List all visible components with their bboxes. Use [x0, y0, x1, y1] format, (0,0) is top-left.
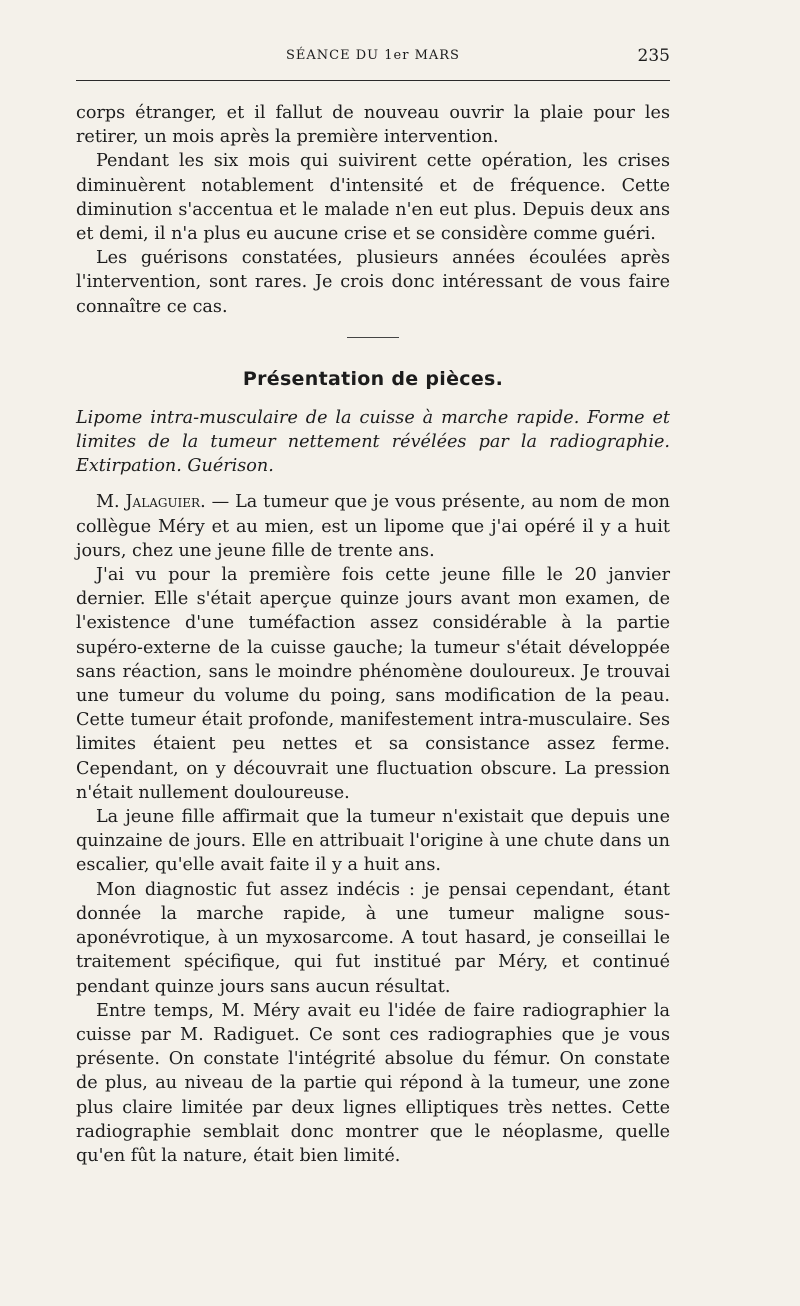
- author-paragraph-text: — La tumeur que je vous présente, au nom de mon collègue Méry et au mien, est un lipome que j'ai opéré il y a huit jours, chez une jeune fille de trente ans.: [76, 492, 670, 561]
- section-subtitle: Lipome intra-musculaire de la cuisse à marche rapide. Forme et limites de la tumeur nettement révélées par la radiographie. Extirpation. Guérison.: [76, 407, 670, 477]
- running-title: SÉANCE DU 1er MARS: [286, 48, 460, 63]
- author-paragraph: [76, 490, 670, 563]
- header-rule: [76, 80, 670, 81]
- paragraph: Entre temps, M. Méry avait eu l'idée de faire radiographier la cuisse par M. Radiguet. Ce sont ces radiographies que je vous présente. On constate l'intégrité absolue du fémur. On constate de plus, au niveau de la partie qui répond à la tumeur, une zone plus claire limitée par deux lignes elliptiques très nettes. Cette radiographie semblait donc montrer que le néoplasme, quelle qu'en fût la nature, était bien limité.: [76, 1000, 670, 1166]
- running-head: [76, 46, 670, 70]
- paragraph: Pendant les six mois qui suivirent cette opération, les crises diminuèrent notablement d'intensité et de fréquence. Cette diminution s'accentua et le malade n'en eut plus. Depuis deux ans et demi, il n'a plus eu aucune crise et se considère comme guéri.: [76, 151, 670, 245]
- author-name: M. Jalaguier.: [96, 492, 206, 513]
- page-number: 235: [637, 46, 670, 66]
- paragraph: La jeune fille affirmait que la tumeur n'existait que depuis une quinzaine de jours. Elle en attribuait l'origine à une chute dans un escalier, qu'elle avait faite il y a huit ans.: [76, 807, 670, 876]
- section-separator: [347, 337, 399, 338]
- section-title: Présentation de pièces.: [242, 367, 504, 390]
- paragraph: Mon diagnostic fut assez indécis : je pensai cependant, étant donnée la marche rapide, à une tumeur maligne sous-aponévrotique, à un myxosarcome. A tout hasard, je conseillai le traitement spécifique, qui fut institué par Méry, et continué pendant quinze jours sans aucun résultat.: [76, 879, 670, 997]
- paragraph-continuation: corps étranger, et il fallut de nouveau ouvrir la plaie pour les retirer, un mois après la première intervention.: [76, 103, 670, 148]
- paragraph: Les guérisons constatées, plusieurs années écoulées après l'intervention, sont rares. Je crois donc intéressant de vous faire connaître ce cas.: [76, 248, 670, 317]
- body-text: [76, 101, 670, 1168]
- paragraph: J'ai vu pour la première fois cette jeune fille le 20 janvier dernier. Elle s'était aperçue quinze jours avant mon examen, de l'existence d'une tuméfaction assez considérable à la partie supéro-externe de la cuisse gauche; la tumeur s'était développée sans réaction, sans le moindre phénomène douloureux. Je trouvai une tumeur du volume du poing, sans modification de la peau. Cette tumeur était profonde, manifestement intra-musculaire. Ses limites étaient peu nettes et sa consistance assez ferme. Cependant, on y découvrait une fluctuation obscure. La pression n'était nullement douloureuse.: [76, 565, 670, 803]
